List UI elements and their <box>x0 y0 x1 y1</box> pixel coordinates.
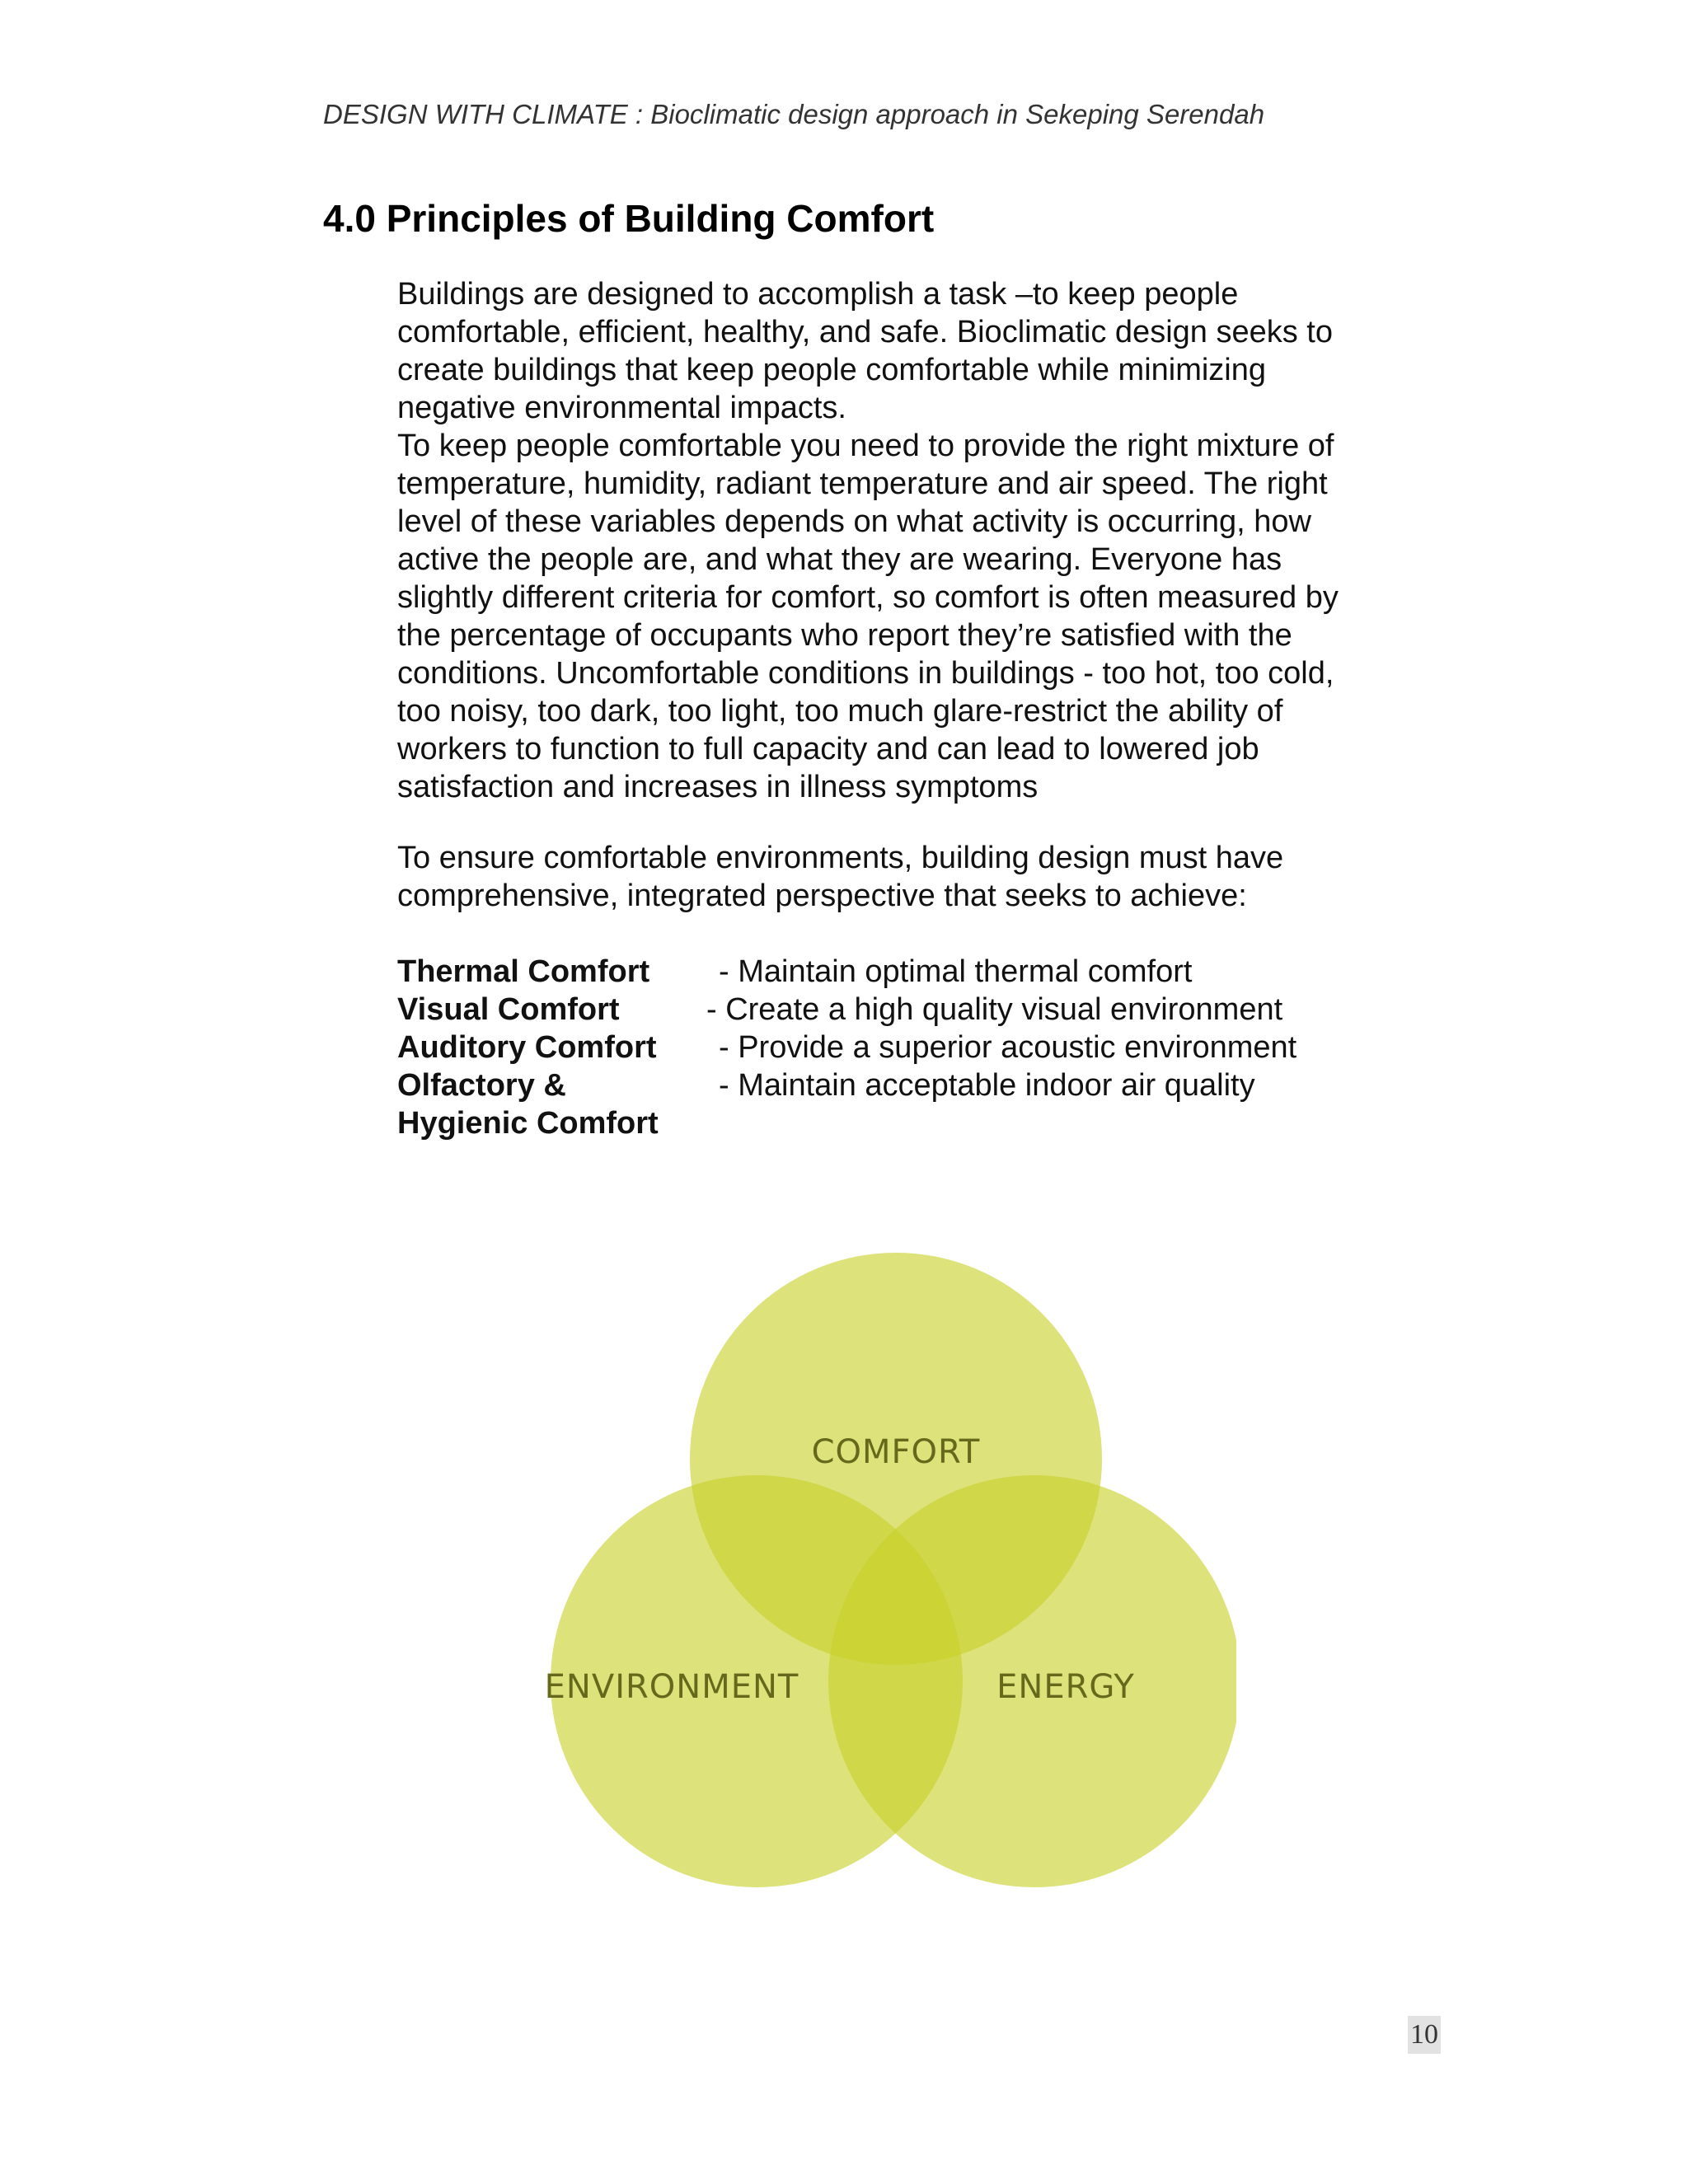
venn-diagram <box>544 1253 1236 1887</box>
paragraph-line: create buildings that keep people comfortable while minimizing <box>397 353 1267 387</box>
comfort-term: Auditory Comfort <box>397 1030 657 1065</box>
comfort-term: Thermal Comfort <box>397 954 650 989</box>
venn-label-energy: ENERGY <box>996 1668 1135 1706</box>
paragraph-line: satisfaction and increases in illness symptoms <box>397 770 1039 804</box>
paragraph-line: level of these variables depends on what activity is occurring, how <box>397 504 1311 539</box>
paragraph-line: To ensure comfortable environments, building design must have <box>397 841 1284 875</box>
page-number: 10 <box>1408 2016 1441 2054</box>
comfort-item <box>397 1029 1436 1066</box>
intro-paragraph <box>397 275 1436 806</box>
comfort-description: - Create a high quality visual environment <box>706 992 1283 1027</box>
paragraph-line: negative environmental impacts. <box>397 391 846 425</box>
paragraph-line: active the people are, and what they are wearing. Everyone has <box>397 542 1282 577</box>
venn-label-comfort: COMFORT <box>811 1433 981 1471</box>
paragraph-line: workers to function to full capacity and can lead to lowered job <box>397 732 1259 766</box>
paragraph-line: too noisy, too dark, too light, too much glare-restrict the ability of <box>397 694 1283 729</box>
paragraph-line: temperature, humidity, radiant temperature and air speed. The right <box>397 466 1328 501</box>
comfort-term: Visual Comfort <box>397 992 620 1027</box>
paragraph-line: comfortable, efficient, healthy, and safe. Bioclimatic design seeks to <box>397 315 1333 349</box>
comfort-item <box>397 991 1436 1029</box>
paragraph-line: To keep people comfortable you need to provide the right mixture of <box>397 429 1334 463</box>
paragraph-line: slightly different criteria for comfort, so comfort is often measured by <box>397 580 1339 615</box>
comfort-item <box>397 1104 1436 1142</box>
comfort-description: - Provide a superior acoustic environment <box>719 1030 1297 1065</box>
section-title: 4.0 Principles of Building Comfort <box>323 197 935 240</box>
objectives-paragraph <box>397 839 1436 915</box>
venn-svg <box>544 1253 1236 1887</box>
comfort-item <box>397 1066 1436 1104</box>
comfort-description: - Maintain optimal thermal comfort <box>719 954 1193 989</box>
paragraph-line: the percentage of occupants who report they’re satisfied with the <box>397 618 1292 653</box>
paragraph-line: conditions. Uncomfortable conditions in buildings - too hot, too cold, <box>397 656 1334 691</box>
comfort-description: - Maintain acceptable indoor air quality <box>719 1068 1255 1103</box>
comfort-term: Olfactory & <box>397 1068 566 1103</box>
running-header: DESIGN WITH CLIMATE : Bioclimatic design approach in Sekeping Serendah <box>323 99 1265 129</box>
paragraph-line: Buildings are designed to accomplish a task –to keep people <box>397 277 1239 312</box>
comfort-term: Hygienic Comfort <box>397 1106 659 1141</box>
comfort-list <box>397 953 1436 1142</box>
paragraph-line: comprehensive, integrated perspective that seeks to achieve: <box>397 879 1247 913</box>
venn-label-environment: ENVIRONMENT <box>544 1668 799 1706</box>
comfort-item <box>397 953 1436 991</box>
